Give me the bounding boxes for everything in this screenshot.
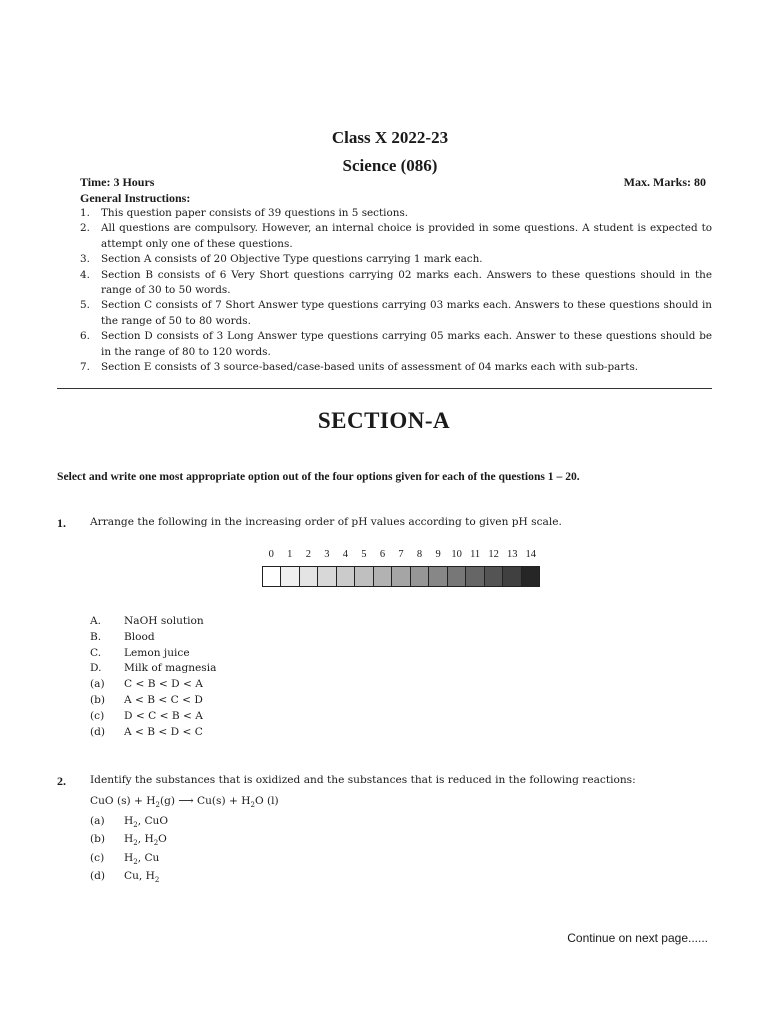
horizontal-divider [57,388,712,389]
continue-footer: Continue on next page...... [567,931,708,945]
max-marks-label: Max. Marks: 80 [623,175,706,189]
ph-cell [522,567,539,586]
question-text: Arrange the following in the increasing order of pH values according to given pH scale. [90,516,562,528]
section-heading: SECTION-A [317,408,451,433]
exam-page: Class X 2022-23 Science (086) Time: 3 Hours Max. Marks: 80 General Instructions: 1. This question paper consists of 39 questions in 5 sections. 2. All questions are compulsory. However, an internal choice is provided in some questions. A student is expected to attempt only one of these questions. 3. Section A consists of 20 Objective Type questions carrying 1 mark each. 4. Section B consists of 6 Very Short questions carrying 02 marks each. Answers to these questions should in the range of 30 to 50 words. 5. Section C consists of 7 Short Answer type questions carrying 03 marks each. Answers to these questions should in the range of 50 to 80 words. 6. Section D consists of 3 Long Answer type questions carrying 05 marks each. Answer to these questions should be in the range of 80 to 120 words. 7. Section E consists of 3 source-based/case-based units of assessment of 04 marks each with sub-parts. SECTION-A Select and write one most appropriate option out of the four options given for each of the questions 1 – 20. 1. Arrange the following in the increasing order of pH values according to given pH scale. 0 1 2 3 4 5 6 7 8 9 10 11 12 13 14 A. NaOH solution B. Blood C. Lemon juice D. Milk of magnesia (a) C < B < D < A (b) A < B < C < D (c) D < C < B < A (d) A < B < D < C 2. Identify the substances that is oxidized and the substances that is reduced in the following reactions: CuO $(s) + H_2(g)$ ⟶ $Cu(s) + H_2O$ (l) (a) $H_2$, CuO (b) $H_2$, $H_2O$ (c) $H_2$, Cu (d) Cu, $H_2$ Continue on next page...... [0,0,768,1024]
ph-cell [281,567,299,586]
ph-label: 9 [435,549,441,560]
instruction-item: 7. Section E consists of 3 source-based/case-based units of assessment of 04 marks each with sub-parts. [80,361,639,374]
ph-scale [262,549,540,587]
ph-cell [429,567,447,586]
ph-cell [466,567,484,586]
ph-cell [374,567,392,586]
ph-label: 12 [488,549,499,560]
time-label: Time: 3 Hours [80,175,155,189]
question-number: 1. [57,516,66,530]
instruction-item: 6. Section D consists of 3 Long Answer type questions carrying 05 marks each. Answer to these questions should be in the range of 80 to 120 words. [80,330,712,358]
ph-cell [485,567,503,586]
ph-label: 1 [287,549,293,560]
ph-cell [318,567,336,586]
ph-cell [448,567,466,586]
ph-label: 8 [416,549,423,560]
ph-cell [337,567,355,586]
ph-cell [263,567,281,586]
ph-cell [300,567,318,586]
ph-label: 2 [305,549,311,560]
ph-label: 14 [525,549,536,560]
ph-cell [503,567,521,586]
section-instruction: Select and write one most appropriate option out of the four options given for each of the questions 1 – 20. [57,470,580,483]
ph-cell [392,567,410,586]
ph-label: 11 [470,549,481,560]
ph-label: 6 [379,549,386,560]
ph-label: 0 [268,549,274,560]
instruction-item: 5. Section C consists of 7 Short Answer type questions carrying 03 marks each. Answers to these questions should in the range of 50 to 80 words. [80,299,712,327]
instruction-item: 3. Section A consists of 20 Objective Type questions carrying 1 mark each. [80,253,483,266]
ph-label: 13 [506,549,518,560]
instructions-list [80,206,712,375]
ph-label: 5 [361,549,367,560]
ph-cell [411,567,429,586]
ph-label: 10 [451,549,462,560]
ph-label: 4 [342,549,349,560]
question-text: Identify the substances that is oxidized and the substances that is reduced in the following reactions: [90,774,636,786]
instruction-item: 4. Section B consists of 6 Very Short questions carrying 02 marks each. Answers to these questions should in the range of 30 to 50 words. [80,268,712,297]
ph-scale-bar [262,566,540,587]
subject-title: Science (086) [342,156,438,175]
ph-label: 7 [398,549,404,560]
question-number: 2. [57,774,66,788]
ph-cell [355,567,373,586]
instruction-item: 2. All questions are compulsory. However, an internal choice is provided in some questions. A student is expected to attempt only one of these questions. [80,222,712,250]
class-title: Class X 2022-23 [331,128,449,147]
general-instructions-heading: General Instructions: [80,191,191,205]
ph-scale-labels [262,549,540,563]
ph-label: 3 [324,549,330,560]
chemical-equation: CuO $(s) + H_2(g)$ ⟶ $Cu(s) + H_2O$ (l) [90,795,279,810]
instruction-item: 1. This question paper consists of 39 questions in 5 sections. [80,207,409,219]
